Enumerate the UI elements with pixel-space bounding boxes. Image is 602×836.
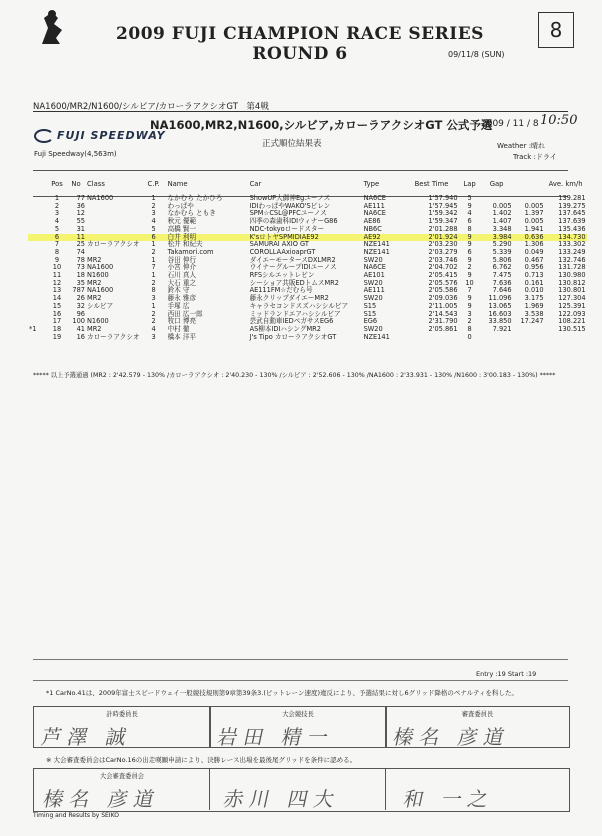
cell-car: キャラセコンドスズハシシルビア [249,301,349,310]
signature-label: 大会審査委員会 [99,773,145,780]
cell-pos: 1 [54,194,60,202]
cell-best: 1'59.347 [428,217,458,226]
entry-start-count: Entry :19 Start :19 [476,670,537,678]
cell-car: SPM☆CSL@PFCユーノス [249,209,327,218]
cell-cls: カローラアクシオ [87,240,140,249]
cell-car: NDC-tokyoロードスター [249,224,325,233]
cell-name: 谷田 伸行 [167,255,197,264]
series-logo-rider [34,8,74,48]
cell-no: 25 [76,240,85,249]
cell-cls: MR2 [87,324,102,333]
cell-cp: 5 [151,224,156,233]
cell-no: 96 [76,309,85,318]
cell-lap: 8 [467,324,472,333]
cell-car: IDIわっぱやWAKO'Sビレン [249,201,331,210]
cell-name: 中村 徹 [167,324,190,333]
cell-lap: 9 [467,240,472,249]
divider [33,111,568,112]
cell-type: SW20 [363,294,383,303]
cell-type: NZE141 [363,240,390,249]
cell-type: S15 [363,309,377,318]
signature: 榛名 彦道 [391,725,513,749]
cell-pos: 3 [54,209,60,218]
cell-best: 1'59.342 [428,209,458,218]
col-cp: C.P. [147,180,160,188]
cell-lap: 9 [467,294,472,303]
timing-credit: Timing and Results by SEIKO [33,812,119,819]
cell-gap1: 1.402 [492,209,512,218]
results-body [28,195,587,341]
col-class: Class [87,180,105,188]
col-lap: Lap [463,180,476,188]
cell-best: 2'03.746 [428,255,458,264]
cell-cls: シルビア [87,301,114,310]
cell-gap2: 1.397 [524,209,544,218]
cell-gap2: 0.636 [513,234,545,242]
cell-best: 2'05.861 [428,324,458,333]
cell-gap1: 16.603 [488,309,512,318]
cell-lap: 9 [467,301,472,310]
cell-car: 芸武自動車IEDペガサスEG6 [249,317,334,326]
cell-cp: 4 [151,217,156,226]
cell-type: EG6 [363,317,378,326]
cell-no: 74 [76,247,85,256]
cell-lap: 0 [467,332,472,341]
cell-best: 2'05.415 [428,271,458,280]
cell-cls [86,210,141,218]
cell-no: 16 [76,332,85,341]
cell-name: 西田 広一郎 [167,309,203,318]
cell-cls: NA1600 [87,286,114,295]
cell-gap2: 0.713 [524,271,544,280]
table-row [28,334,587,342]
cell-cls: N1600 [87,271,109,280]
circuit-swoosh-icon [34,129,54,143]
col-gap2 [513,173,545,195]
cell-gap1: 7.475 [492,271,512,280]
cell-mark [28,303,48,311]
qualifying-footnote: ***** 以上予選通過 (MR2 : 2'42.579 - 130% /カローラアクシオ : 2'40.230 - 130% /シルビア : 2'52.606 - 130% /NA1600 : 2'33.931 - 130% /N1600 : 3'00.183 - 130%) ***** [33,372,556,379]
cell-pos: 12 [52,278,62,287]
cell-gap1: 7.636 [492,278,512,287]
cell-name: 秋元 優範 [167,217,197,226]
cell-lap: 8 [467,224,472,233]
cell-ave: 130.812 [558,278,586,287]
cell-cp: 3 [151,209,156,218]
penalty-note: *1 CarNo.41は、2009年富士スピードウェイ一般競技規則第9章第39条3.(ピットレーン速度)違反により、予選結果に対し6グリッド降格のペナルティを科した。 [46,689,519,697]
cell-ave: 122.093 [558,309,586,318]
cell-gap1: 7.646 [492,286,512,295]
cell-gap2: 1.941 [524,224,544,233]
cell-car: ShowUP大御神Egユーノス [249,194,331,202]
cell-gap2: 3.538 [524,309,544,318]
cell-mark [28,203,48,211]
cell-mark [28,257,48,265]
cell-name: 小宮 伸介 [167,263,197,272]
cell-type: NA6CE [363,194,386,202]
cell-mark [28,234,48,242]
cell-mark [28,241,48,249]
cell-cp: 3 [151,332,156,341]
divider [33,680,568,681]
cell-gap1: 5.339 [492,247,512,256]
cell-name: 松井 和紀夫 [167,240,203,249]
cell-car: シーショア共販EDトムスMR2 [249,278,339,287]
cell-type: SW20 [363,324,383,333]
col-best: Best Time [414,180,449,188]
cell-type: S15 [363,301,377,310]
cell-name: 手塚 広 [167,301,190,310]
divider [33,170,568,171]
cell-mark [28,311,48,319]
col-gap: Gap [489,180,504,188]
cell-no: 35 [76,278,85,287]
cell-mark [28,272,48,280]
cell-gap1: 6.762 [492,263,512,272]
cell-no: 11 [66,234,86,242]
page-number: 8 [538,12,574,48]
cell-lap: 2 [467,317,472,326]
signature: 榛名 彦道 [41,787,163,811]
handwritten-time: 10:50 [540,113,578,128]
cell-gap1: 5.806 [492,255,512,264]
cell-name: 白井 利明 [167,234,249,242]
circuit-logo-text: FUJI SPEEDWAY [57,129,166,142]
cell-cp: 6 [141,234,167,242]
cell-best: 2'14.543 [428,309,458,318]
cell-mark [28,264,48,272]
cell-no: 31 [76,224,85,233]
cell-best [405,334,459,342]
cell-ave: 131.728 [558,263,586,272]
cell-cp: 2 [151,201,156,210]
cell-ave: 133.249 [558,247,586,256]
col-pos: Pos [51,180,63,188]
cell-car: J's Tipo カローラアクシオGT [249,332,337,341]
signature-box-committee [33,768,570,812]
cell-mark [28,195,48,203]
divider [385,768,386,810]
cell-cp: 2 [151,309,156,318]
cell-gap2: 17.247 [520,317,544,326]
cell-pos: 18 [52,324,62,333]
results-table [28,173,587,341]
cell-cls: MR2 [87,294,102,303]
cell-cls: カローラアクシオ [87,332,140,341]
cell-ave [545,334,587,342]
cell-type: SW20 [363,278,383,287]
cell-lap: 9 [467,271,472,280]
col-car: Car [249,180,262,188]
cell-type: NZE141 [363,247,390,256]
signature: 和 一之 [401,787,497,811]
cell-gap1: 33.850 [488,317,512,326]
cell-lap: 9 [467,255,472,264]
cell-mark [28,280,48,288]
cell-no: 77 [76,194,85,202]
cell-pos: 7 [54,240,60,249]
cell-pos: 16 [52,309,62,318]
cell-best: 2'01.924 [405,234,459,242]
session-title: NA1600,MR2,N1600,シルビア,カローラアクシオGT 公式予選 [150,118,493,132]
cell-lap: 9 [467,201,472,210]
cell-best: 2'05.586 [428,286,458,295]
cell-lap: 2 [467,263,472,272]
cell-gap1 [481,334,513,342]
cell-lap: 4 [467,209,472,218]
cell-ave: 130.801 [558,286,586,295]
cell-car: ミッドランドエアハシシルビア [249,309,341,318]
cell-name: 藤永 雅彦 [167,294,197,303]
cell-type: AE111 [363,201,385,210]
cell-gap2 [513,326,545,334]
cell-ave: 130.980 [558,271,586,280]
cell-type: NB6C [363,224,382,233]
cell-cp: 2 [151,278,156,287]
cell-gap2: 0.005 [524,217,544,226]
cell-cls [86,226,141,234]
cell-name: 石川 真人 [167,271,197,280]
cell-car: COROLLAAxioaprGT [249,247,316,256]
signature-box-steward [385,706,570,748]
cell-type: AE101 [363,271,385,280]
cell-car: K'sロトヤSPMIDIAE92 [249,234,363,242]
cell-gap1: 13.065 [488,301,512,310]
cell-best: 1'57.945 [428,201,458,210]
cell-ave: 132.746 [558,255,586,264]
cell-best: 2'04.702 [428,263,458,272]
cell-no: 18 [76,271,85,280]
cell-cls: MR2 [87,278,102,287]
cell-gap1: 1.407 [492,217,512,226]
cell-no: 41 [76,324,85,333]
cell-gap2: 1.969 [524,301,544,310]
cell-car: RFSシルエットレビン [249,271,315,280]
cell-gap1: 7.921 [492,324,512,333]
document-title: 正式順位結果表 [262,139,322,149]
cell-name: 橋本 洋平 [167,332,197,341]
cell-ave: 130.515 [558,324,586,333]
cell-best: 2'31.790 [428,317,458,326]
cell-mark [28,295,48,303]
cell-car: AE111FM☆だむら号 [249,286,313,295]
cell-lap: 3 [467,309,472,318]
cell-gap2: 0.956 [524,263,544,272]
cell-gap1: 5.290 [492,240,512,249]
cell-mark [28,287,48,295]
cell-cp: 2 [151,317,156,326]
cell-pos: 2 [54,201,60,210]
cell-gap2: 0.049 [524,247,544,256]
cell-no: 36 [76,201,85,210]
signature-label: 大会競技長 [282,711,314,718]
cell-cp: 4 [151,324,156,333]
circuit-logo [34,129,166,143]
cell-gap1: 11.096 [488,294,512,303]
cell-lap: 5 [467,194,472,202]
cell-type: NA6CE [363,209,386,218]
cell-cls: NA1600 [87,263,114,272]
cell-type: NA6CE [363,263,386,272]
signature-box-timing [33,706,211,748]
cell-name: 大石 重之 [167,278,197,287]
cell-no: 78 [76,255,85,264]
cell-gap2: 0.005 [524,201,544,210]
cell-ave: 125.391 [558,301,586,310]
cell-pos: 17 [52,317,62,326]
cell-cp: 3 [151,294,156,303]
cell-pos: 6 [48,234,66,242]
signature: 岩田 精一 [215,725,337,749]
track-condition: Track :ドライ [513,153,557,161]
series-title: 2009 FUJI CHAMPION RACE SERIES ROUND 6 [116,24,484,64]
cell-ave: 133.302 [558,240,586,249]
cell-type: AE92 [363,234,405,242]
cell-no: 787 [72,286,85,295]
cell-pos: 14 [52,294,62,303]
signature-box-clerk [209,706,387,748]
cell-type: SW20 [363,255,383,264]
cell-no: 55 [76,217,85,226]
cell-no: 12 [76,209,85,218]
signature-label: 計時委員長 [106,711,138,718]
cell-ave: 137.639 [558,217,586,226]
signature-label: 審査委員長 [461,711,494,718]
cell-mark: *1 [29,324,37,333]
cell-lap: 9 [459,234,481,242]
cell-best: 2'09.036 [428,294,458,303]
cell-ave: 137.645 [558,209,586,218]
signature: 赤川 四大 [221,787,343,811]
cell-cp: 1 [151,301,156,310]
cell-no: 32 [76,301,85,310]
cell-gap1: 3.348 [492,224,512,233]
cell-ave: 134.730 [545,234,587,242]
cell-name: Takamori.com [167,247,214,256]
appeal-note: ※ 大会審査委員会はCarNo.16の出走嘆願申請により、決勝レース出場を最後尾グリッドを条件に認める。 [46,756,357,764]
cell-gap1: 0.005 [492,201,512,210]
cell-gap2 [513,334,545,342]
cell-cp: 1 [151,194,156,202]
cell-best: 2'03.279 [428,247,458,256]
cell-pos: 13 [52,286,62,295]
cell-cls: N1600 [87,317,109,326]
cell-gap2: 0.010 [524,286,544,295]
cell-ave: 127.304 [558,294,586,303]
cell-name: なかむら ともき [167,209,216,218]
cell-best: 2'03.230 [428,240,458,249]
cell-cp: 1 [151,255,156,264]
cell-pos: 9 [54,255,60,264]
event-line: NA1600/MR2/N1600/シルビア/カローラアクシオGT 第4戦 [33,102,269,112]
cell-type: NZE141 [363,332,390,341]
cell-no: 26 [76,294,85,303]
cell-cp: 8 [151,286,156,295]
col-name: Name [167,180,188,188]
cell-name: 高橋 賢一 [167,224,197,233]
cell-cp: 1 [151,240,156,249]
cell-type: AE111 [363,286,385,295]
cell-pos: 11 [52,271,62,280]
cell-pos: 19 [52,332,62,341]
cell-mark [28,249,48,257]
cell-ave: 139.281 [558,194,586,202]
session-date: 2009 / 11 / 8 [481,119,539,129]
weather: Weather :晴れ [497,142,546,150]
cell-pos: 4 [54,217,60,226]
cell-gap2: 0.467 [524,255,544,264]
cell-car: ウイナーグループIDIユーノス [249,263,337,272]
table-header-row [28,173,587,195]
cell-mark [28,218,48,226]
cell-car: AS柳本IDIハシングMR2 [249,324,321,333]
cell-best: 2'11.005 [428,301,458,310]
cell-ave: 139.275 [558,201,586,210]
divider [209,768,210,810]
signature: 芦澤 誠 [39,725,135,749]
cell-type: AE86 [363,217,381,226]
circuit-name: Fuji Speedway(4,563m) [34,150,117,158]
cell-name: 鈴木 守 [167,286,190,295]
cell-cls [86,218,141,226]
cell-car: 藤永クリップダイエーMR2 [249,294,329,303]
cell-cls [86,203,141,211]
cell-name: 牧口 博亮 [167,317,197,326]
cell-ave: 135.436 [558,224,586,233]
cell-cls: MR2 [87,255,102,264]
cell-best: 2'05.576 [428,278,458,287]
cell-lap: 7 [467,286,472,295]
cell-pos: 8 [54,247,60,256]
cell-mark [28,334,48,342]
cell-car: SAMURAI AXIO GT [249,240,309,249]
cell-cp: 2 [151,247,156,256]
cell-name: なかむら たかひろ [167,194,223,202]
col-mark [28,173,48,195]
header-date: 09/11/8 (SUN) [448,50,505,59]
divider [33,659,568,660]
col-ave: Ave. km/h [548,180,583,188]
cell-gap2: 3.175 [524,294,544,303]
cell-car: 四季の森歯科IDIウィナーG86 [249,217,338,226]
cell-pos: 5 [54,224,60,233]
cell-gap1: 3.984 [481,234,513,242]
col-type: Type [363,180,380,188]
cell-ave: 108.221 [558,317,586,326]
cell-no: 73 [76,263,85,272]
cell-lap: 10 [465,278,474,287]
cell-name: わっぱや [167,201,194,210]
cell-best: 1'57.940 [428,194,458,202]
cell-cls: NA1600 [87,194,114,202]
cell-mark [28,210,48,218]
col-no: No [71,180,81,188]
cell-cp: 7 [151,263,156,272]
cell-pos: 15 [52,301,62,310]
cell-gap2: 0.161 [524,278,544,287]
cell-gap2: 1.306 [524,240,544,249]
cell-car: ダイエーモータースDXLMR2 [249,255,336,264]
cell-no: 100 [72,317,85,326]
cell-best: 2'01.288 [428,224,458,233]
cell-lap: 6 [467,217,472,226]
cell-pos: 10 [52,263,62,272]
cell-mark [28,226,48,234]
cell-lap: 6 [467,247,472,256]
cell-cp: 1 [151,271,156,280]
